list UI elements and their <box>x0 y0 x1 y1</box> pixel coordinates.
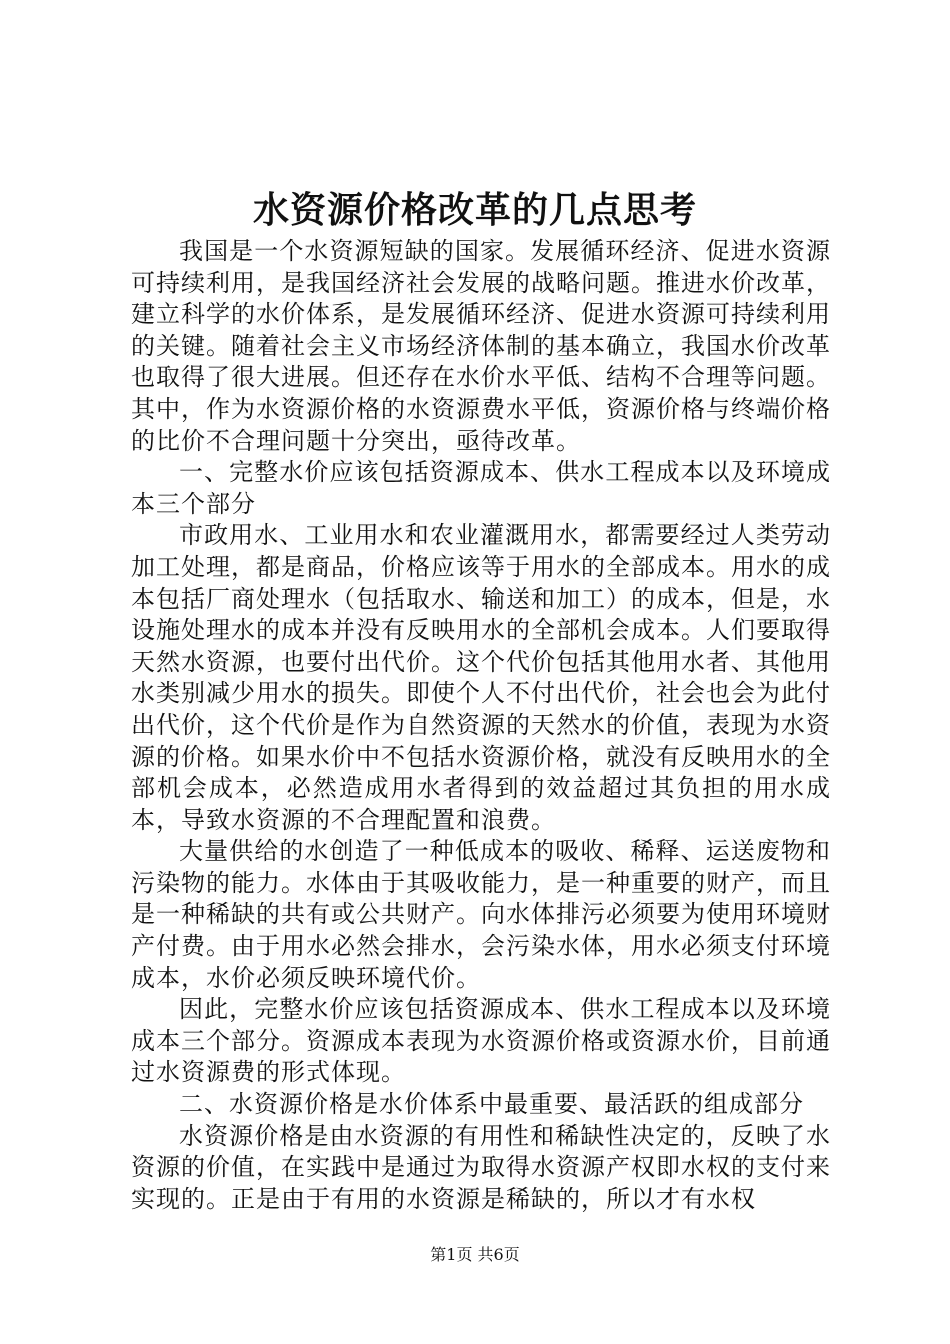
paragraph-environment: 大量供给的水创造了一种低成本的吸收、稀释、运送废物和污染物的能力。水体由于其吸收能力，是一种重要的财产，而且是一种稀缺的共有或公共财产。向水体排污必须要为使用环境财产付费。由于用水必然会排水，会污染水体，用水必须支付环境成本，水价必须反映环境代价。 <box>131 837 831 992</box>
paragraph-conclusion: 因此，完整水价应该包括资源成本、供水工程成本以及环境成本三个部分。资源成本表现为水资源价格或资源水价，目前通过水资源费的形式体现。 <box>131 995 831 1087</box>
paragraph-intro: 我国是一个水资源短缺的国家。发展循环经济、促进水资源可持续利用，是我国经济社会发展的战略问题。推进水价改革，建立科学的水价体系，是发展循环经济、促进水资源可持续利用的关键。随着社会主义市场经济体制的基本确立，我国水价改革也取得了很大进展。但还存在水价水平低、结构不合理等问题。其中，作为水资源价格的水资源费水平低，资源价格与终端价格的比价不合理问题十分突出，亟待改革。 <box>131 237 831 455</box>
paragraph-full-cost: 市政用水、工业用水和农业灌溉用水，都需要经过人类劳动加工处理，都是商品，价格应该等于用水的全部成本。用水的成本包括厂商处理水（包括取水、输送和加工）的成本，但是，水设施处理水的成本并没有反映用水的全部机会成本。人们要取得天然水资源，也要付出代价。这个代价包括其他用水者、其他用水类别减少用水的损失。即使个人不付出代价，社会也会为此付出代价，这个代价是作为自然资源的天然水的价值，表现为水资源的价格。如果水价中不包括水资源价格，就没有反映用水的全部机会成本，必然造成用水者得到的效益超过其负担的用水成本，导致水资源的不合理配置和浪费。 <box>131 521 831 834</box>
section-heading-2: 二、水资源价格是水价体系中最重要、最活跃的组成部分 <box>179 1090 804 1119</box>
document-title: 水资源价格改革的几点思考 <box>252 189 697 231</box>
document-body <box>131 236 831 1215</box>
page-number-footer: 第1页 共6页 <box>430 1245 520 1264</box>
section-heading-1: 一、完整水价应该包括资源成本、供水工程成本以及环境成本三个部分 <box>131 458 831 518</box>
paragraph-resource-price: 水资源价格是由水资源的有用性和稀缺性决定的，反映了水资源的价值，在实践中是通过为取得水资源产权即水权的支付来实现的。正是由于有用的水资源是稀缺的，所以才有水权 <box>131 1121 831 1213</box>
